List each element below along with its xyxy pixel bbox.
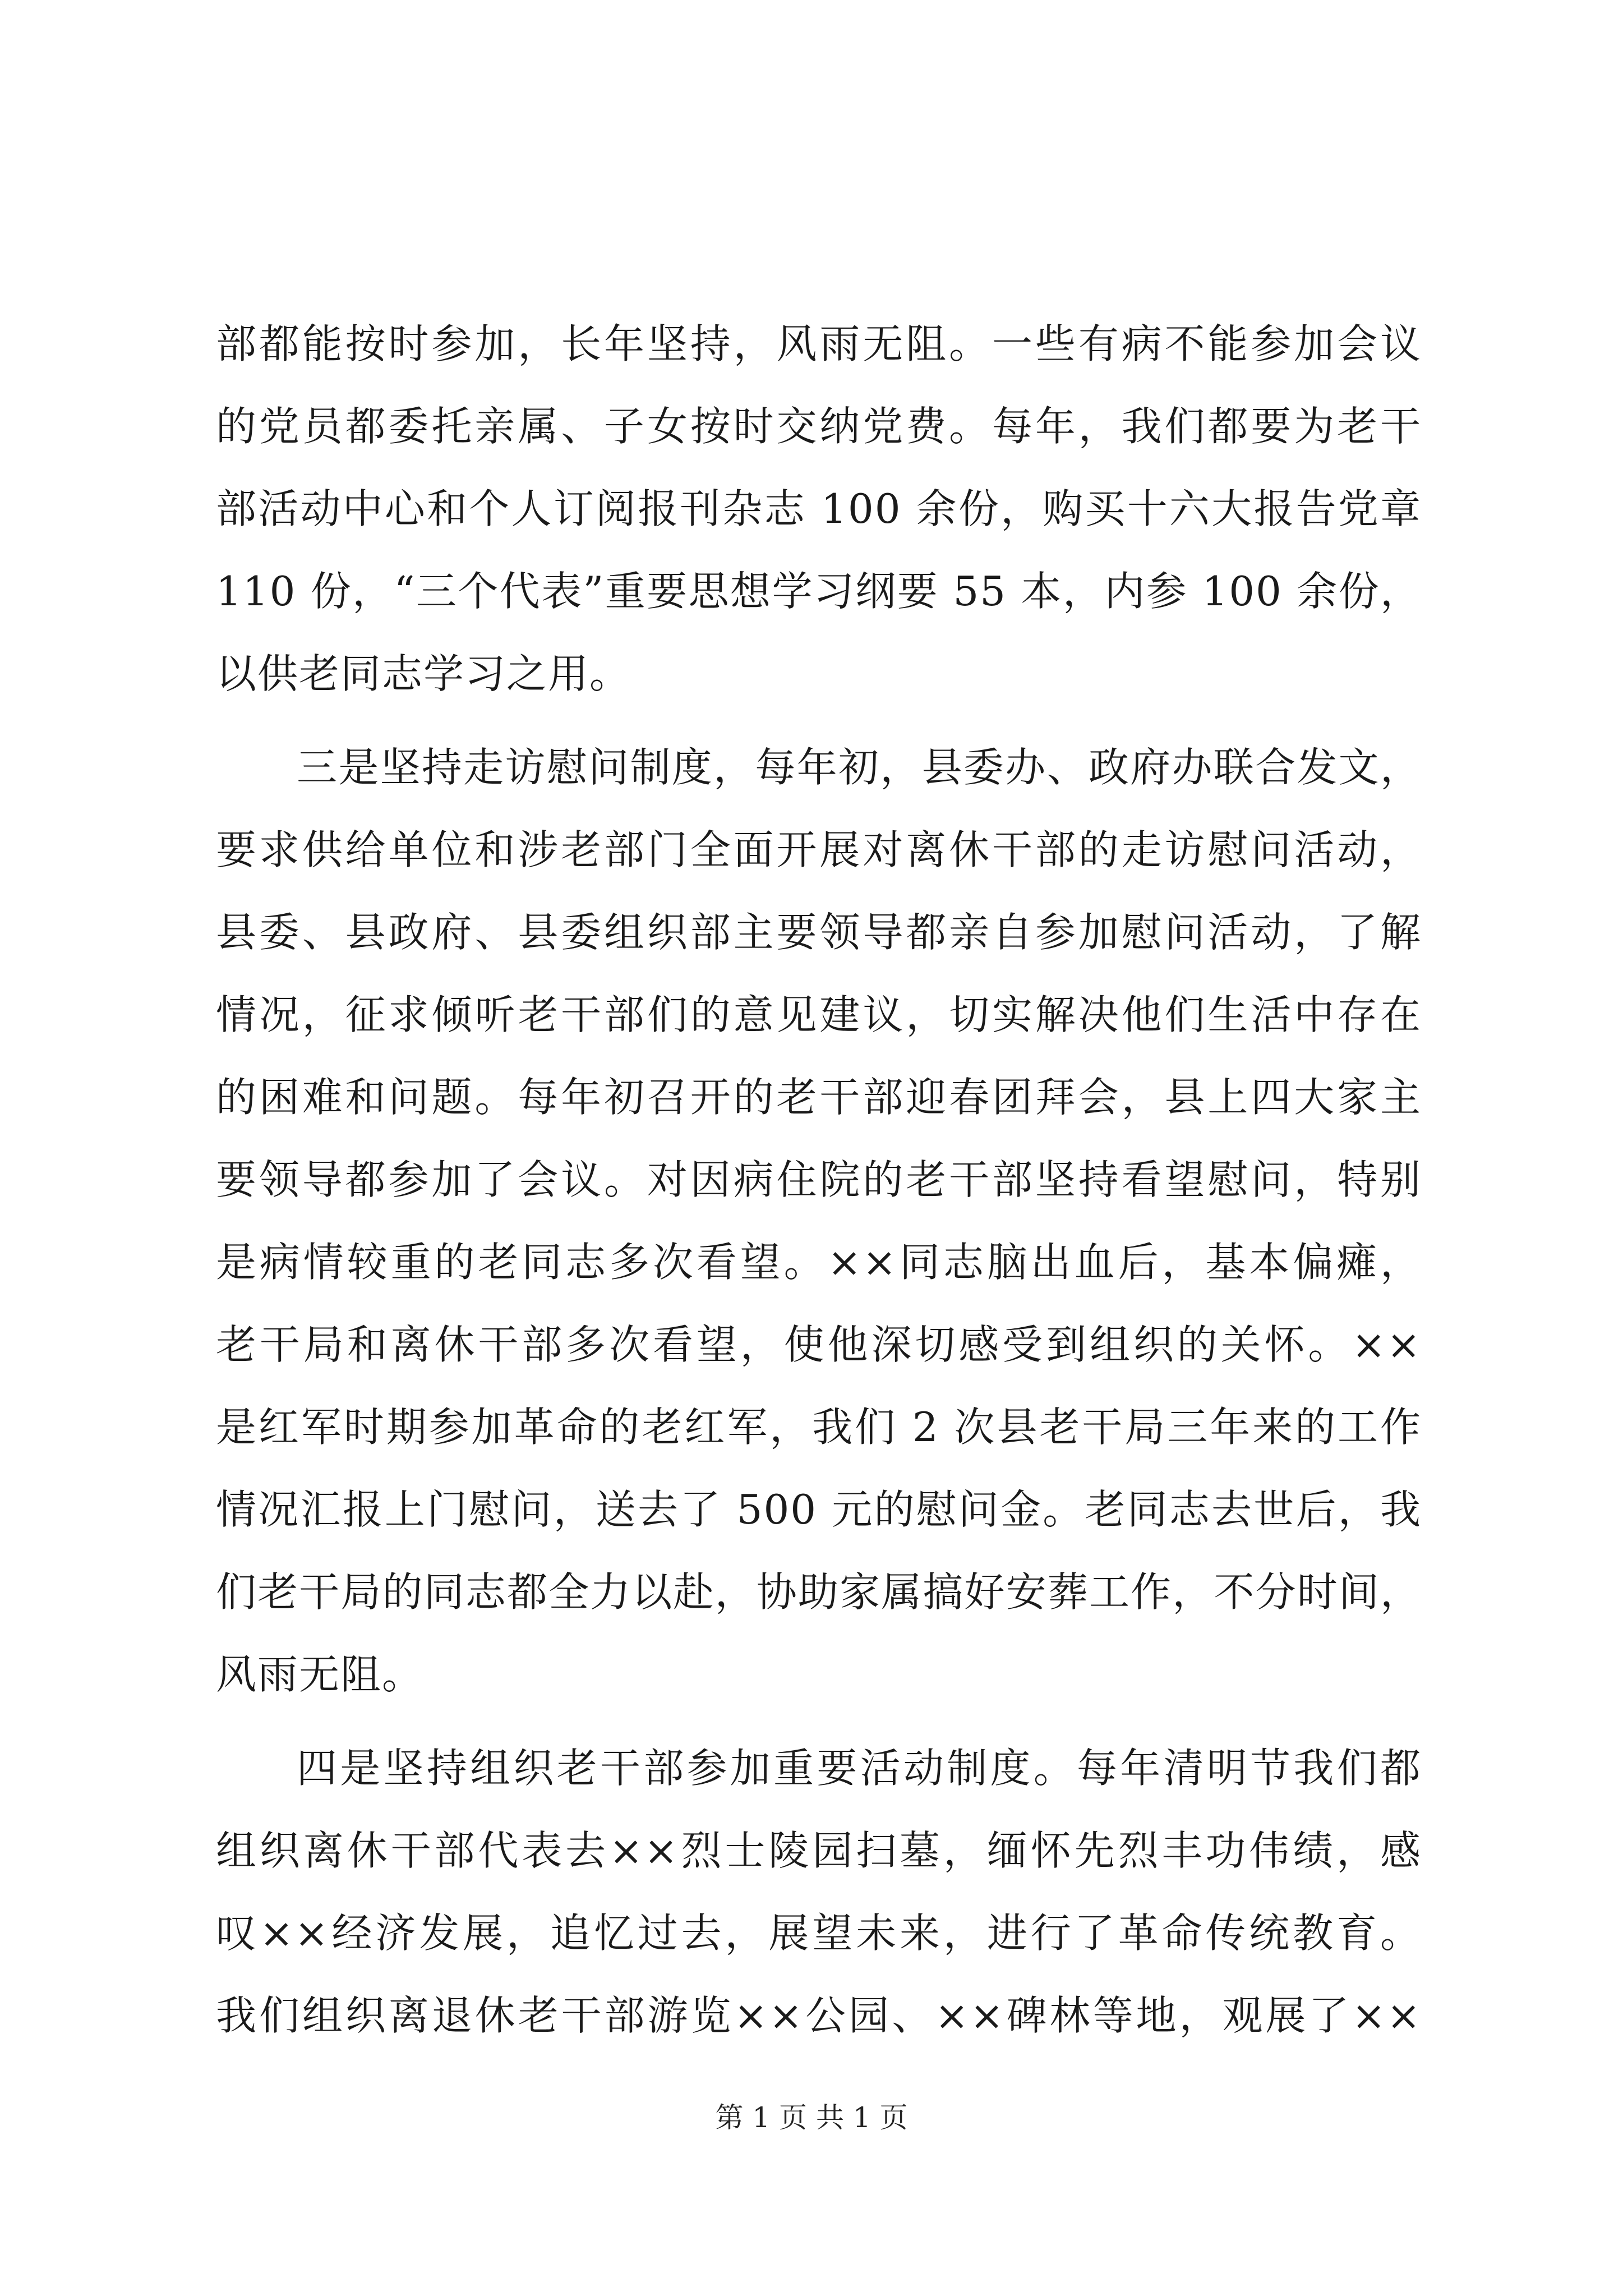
text-line: 以供老同志学习之用。 — [216, 650, 631, 697]
page-number-label: 第 1 页 共 1 页 — [715, 2101, 908, 2134]
text-line: 的党员都委托亲属、子女按时交纳党费。每年，我们都要为老干 — [216, 403, 1422, 450]
paragraph-start-line: 三是坚持走访慰问制度，每年初，县委办、政府办联合发文， — [297, 744, 1422, 791]
paragraph-start-line: 四是坚持组织老干部参加重要活动制度。每年清明节我们都 — [297, 1745, 1422, 1792]
text-line: 叹××经济发展，追忆过去，展望未来，进行了革命传统教育。 — [216, 1910, 1422, 1957]
text-line: 要领导都参加了会议。对因病住院的老干部坚持看望慰问，特别 — [216, 1156, 1422, 1203]
text-line: 组织离休干部代表去××烈士陵园扫墓，缅怀先烈丰功伟绩，感 — [216, 1827, 1422, 1874]
text-line: 老干局和离休干部多次看望，使他深切感受到组织的关怀。×× — [216, 1321, 1422, 1368]
page-footer — [0, 2101, 1623, 2134]
text-line: 要求供给单位和涉老部门全面开展对离休干部的走访慰问活动， — [216, 826, 1422, 873]
text-line: 风雨无阻。 — [216, 1651, 424, 1698]
body-text — [216, 303, 1422, 2057]
text-line: 我们组织离退休老干部游览××公园、××碑林等地，观展了×× — [216, 1992, 1422, 2039]
text-line: 是病情较重的老同志多次看望。××同志脑出血后，基本偏瘫， — [216, 1239, 1422, 1286]
text-line: 部都能按时参加，长年坚持，风雨无阻。一些有病不能参加会议 — [216, 320, 1422, 367]
text-line: 110 份，“三个代表”重要思想学习纲要 55 本，内参 100 余份， — [216, 568, 1422, 615]
text-line: 情况，征求倾听老干部们的意见建议，切实解决他们生活中存在 — [216, 991, 1422, 1038]
text-line: 县委、县政府、县委组织部主要领导都亲自参加慰问活动，了解 — [216, 909, 1422, 956]
text-line: 情况汇报上门慰问，送去了 500 元的慰问金。老同志去世后，我 — [216, 1486, 1422, 1533]
text-line: 是红军时期参加革命的老红军，我们 2 次县老干局三年来的工作 — [216, 1404, 1422, 1451]
text-line: 们老干局的同志都全力以赴，协助家属搞好安葬工作，不分时间， — [216, 1568, 1422, 1616]
text-line: 的困难和问题。每年初召开的老干部迎春团拜会，县上四大家主 — [216, 1074, 1422, 1121]
text-line: 部活动中心和个人订阅报刊杂志 100 余份，购买十六大报告党章 — [216, 485, 1422, 532]
